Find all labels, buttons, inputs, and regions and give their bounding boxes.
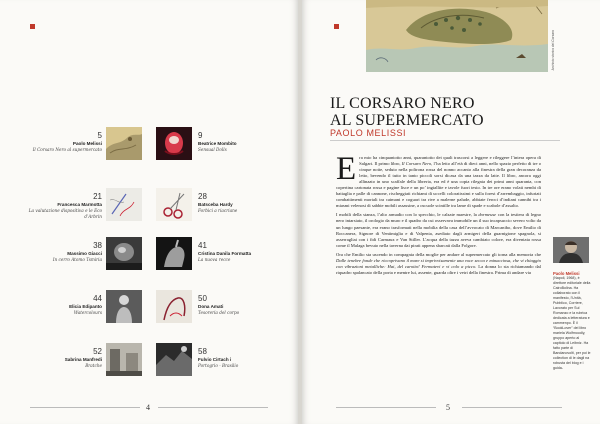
toc-entry[interactable] xyxy=(0,343,255,389)
article-paragraph: Era mio ha cinquantotto anni, quarantotto dei quali trascorsi a leggere e rileggere l’intera opera di Salgari. Il primo libro, Il Corsaro Nero, l’ha letto all’età di dieci anni, nello spazio perfetto di tre o cinque notte, seduto nella poltrona rossa del nonno accanto alla finestra della gran decoranza da letto, bevendo il tutto in tanto piccoli sorsi dicasa da una tazza da latte. Il libro, ancora oggi allinaato in uno scaffale della libreria, era ed è una copia rilegata dei primi anni quaranta, con copertina cartonata rossa e pagine lisce e un po’ ingiallite e tavole fuori testo. In tre ore erano volati nembi di battaglia e palle di cannone, rischeggiati richiami di uccelli coloratissimi e sulla forest d’arrembaggio, infuriati combattimenti mortali tra caimani e coguari tra rive a malerne palude, abbiate feroci d’indiani cannibi tra i miasmi velenosi di sabbie mobili assassine, a oscuole scintille tra lame di spade e scabole d’assalto. xyxy=(336,151,541,209)
article-paragraph: I mobili della stanza, l’alto armadio con lo specchio, le calzate maestre, la dormeuse con la testiera di legno nero intarsiato, il orologio da muro e il quadro da cui osservava immobile un il suo incapsuccio severo volto da un lungo paesante, era erano trasformati nella mobilia della casa dell’avvocato di Marcanibo, dove Emilio di Roccanera, Signore di Ventimiglia e di Valpenta, asediato dagli armigeri della guarnigione spagnola, si asserragliai con i fidi Carmaux e Van Stiller. L’acqua della tazza aveva cambiato colore, era diventata rossa come il Malaga bevuto nella taverna dai pirati appena sbarcati dalla Folgore. xyxy=(336,212,541,248)
toc-page-number: 38 xyxy=(93,241,102,250)
article-body xyxy=(336,151,541,279)
toc-title: La nuova recce xyxy=(198,257,231,262)
page-number-right: 5 xyxy=(446,403,450,412)
author-photo xyxy=(553,237,589,263)
article-byline: PAOLO MELISSI xyxy=(330,128,407,138)
left-page-contents xyxy=(0,0,298,424)
toc-page-number: 50 xyxy=(198,294,207,303)
toc-entry[interactable] xyxy=(0,127,255,173)
footer-rule xyxy=(336,407,436,408)
article-headline: IL CORSARO NERO AL SUPERMERCATO xyxy=(330,95,484,129)
toc-thumbnail-body[interactable] xyxy=(156,290,192,323)
toc-title: Portogrio - Brasilio xyxy=(198,363,239,368)
toc-title: La valutazione dispositiva e le Eco d’Arbrin xyxy=(28,208,102,219)
toc-author: Sabrina Manfredi xyxy=(64,357,102,362)
article-paragraph: Ora che Emilio sta uscendo in compagnia della moglie per andare al supermercato gli torna alla memoria che Dalle tenebre fonde che riccoprivano il mare si imprivvisamente una voce secca e minacciosa, che vi chiaggio con vibrazioni metalliche: Hai, del carotto! Fermatevi e vi colo a picco. La donna lo sta richiamando dal riquadro spalancato della porta e mentre lui, assente, guarda oltre i vetri della finestra. Prima di andare via xyxy=(336,251,541,275)
toc-page-number: 41 xyxy=(198,241,207,250)
page-number-left: 4 xyxy=(146,403,150,412)
toc-entry[interactable] xyxy=(0,237,255,283)
headline-divider xyxy=(330,140,560,141)
footer-rule xyxy=(462,407,562,408)
toc-page-number: 21 xyxy=(93,192,102,201)
toc-author: Beatrice Mombito xyxy=(198,141,237,146)
toc-author: Dona Amati xyxy=(198,304,224,309)
author-name: Paolo Melissi xyxy=(553,271,580,276)
toc-page-number: 58 xyxy=(198,347,207,356)
toc-author: Paolo Melissi xyxy=(72,141,102,146)
toc-entry[interactable] xyxy=(0,290,255,336)
corner-marker-left xyxy=(30,24,35,29)
toc-title: Il Corsaro Nero al supermercato xyxy=(32,147,102,152)
toc-title: Tesoreria del corpo xyxy=(198,310,240,315)
footer-rule xyxy=(30,407,140,408)
toc-author: Batsceba Hardy xyxy=(198,202,233,207)
toc-author: Fulvio Cirtach i xyxy=(198,357,232,362)
hero-image-credit: Archivio storico del Corsaro xyxy=(551,30,555,71)
toc-page-number: 52 xyxy=(93,347,102,356)
toc-title: Forbici a riacriane xyxy=(198,208,238,213)
corner-marker-right xyxy=(334,24,339,29)
toc-thumbnail-landscape[interactable] xyxy=(156,343,192,376)
toc-title: Watercolours xyxy=(73,310,102,315)
toc-page-number: 5 xyxy=(97,131,102,140)
toc-thumbnail-scissors[interactable] xyxy=(156,188,192,221)
toc-author: Massimo Giacci xyxy=(67,251,102,256)
drop-cap: E xyxy=(336,151,357,187)
author-sidebar xyxy=(553,237,591,371)
toc-author: Elicia Edipanto xyxy=(69,304,102,309)
toc-entry[interactable] xyxy=(0,188,255,234)
author-bio: (Napoli, 1968), è direttore editoriale della CairoBolina. Ha collaborato con il manifesto, l’Unità, Pubblico, Corriere, Lavorato per Sul Romanzo e la rubrica dedicata a letteratura e cammenpo. È il “BookLover” del libro mariela Wolfmoodly, gruppo aperto al capitolo di Leibniz. Ha fatto parte di Bandanovolti, per poi le collection di le dagli na robusta del blog e i guida- xyxy=(553,276,591,370)
toc-thumbnail-portrait[interactable] xyxy=(156,127,192,160)
footer-rule xyxy=(158,407,268,408)
toc-author: Francesca Marmotta xyxy=(57,202,102,207)
hero-image-antique-map xyxy=(366,0,548,72)
toc-page-number: 28 xyxy=(198,192,207,201)
toc-page-number: 9 xyxy=(198,131,203,140)
toc-title: In cerro Atomo Tsmiria xyxy=(52,257,102,262)
toc-title: Sensual Dolls xyxy=(198,147,227,152)
toc-title: Bratche xyxy=(85,363,102,368)
toc-page-number: 44 xyxy=(93,294,102,303)
toc-thumbnail-hand[interactable] xyxy=(156,237,192,270)
toc-author: Cristina Danila Formatta xyxy=(198,251,252,256)
